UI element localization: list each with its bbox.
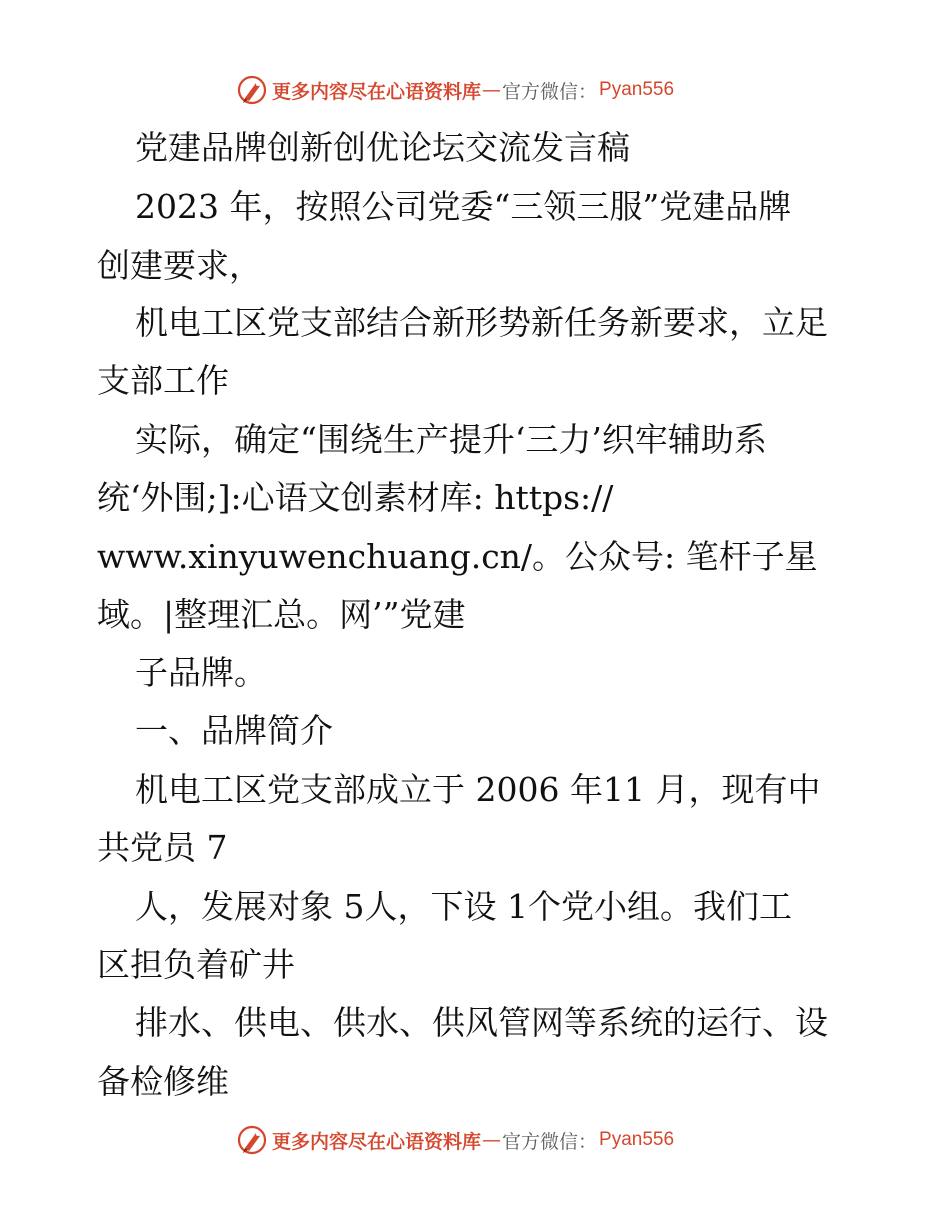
paragraph-line: 域。|整理汇总。网’”党建 — [97, 595, 466, 634]
banner-main-text: 更多内容尽在心语资料库 — [272, 1130, 482, 1153]
paragraph-line: 支部工作 — [97, 361, 229, 400]
paragraph-line: 共党员 7 — [97, 828, 228, 867]
paragraph-line: 统‘外围;]:心语文创素材库: https:// — [97, 478, 614, 517]
section-heading: 一、品牌简介 — [135, 711, 333, 750]
header-banner — [236, 74, 674, 106]
pen-logo-icon — [236, 74, 268, 106]
banner-wechat-id: Pyan556 — [599, 1129, 675, 1150]
banner-wechat-id: Pyan556 — [599, 79, 675, 100]
paragraph-line: 实际，确定“围绕生产提升‘三力’织牢辅助系 — [135, 420, 767, 459]
banner-main-text: 更多内容尽在心语资料库 — [272, 80, 482, 103]
banner-official-label: 官方微信： — [502, 80, 598, 103]
document-title: 党建品牌创新创优论坛交流发言稿 — [135, 128, 630, 167]
paragraph-line: 创建要求， — [97, 246, 262, 285]
banner-official-label: 官方微信： — [502, 1130, 598, 1153]
paragraph-line: 区担负着矿井 — [97, 945, 295, 984]
paragraph-line: 机电工区党支部结合新形势新任务新要求，立足 — [135, 303, 828, 342]
paragraph-line: 2023 年，按照公司党委“三领三服”党建品牌 — [135, 187, 792, 226]
footer-banner — [236, 1124, 674, 1156]
paragraph-line: 机电工区党支部成立于 2006 年11 月，现有中 — [135, 770, 821, 809]
paragraph-line: 备检修维 — [97, 1062, 229, 1101]
paragraph-line: www.xinyuwenchuang.cn/。公众号: 笔杆子星 — [97, 537, 818, 576]
paragraph-line: 子品牌。 — [135, 653, 267, 692]
paragraph-line: 排水、供电、供水、供风管网等系统的运行、设 — [135, 1003, 828, 1042]
paragraph-line: 人，发展对象 5人，下设 1个党小组。我们工 — [135, 887, 792, 926]
pen-logo-icon — [236, 1124, 268, 1156]
banner-separator: — — [482, 79, 502, 101]
banner-separator: — — [482, 1129, 502, 1151]
